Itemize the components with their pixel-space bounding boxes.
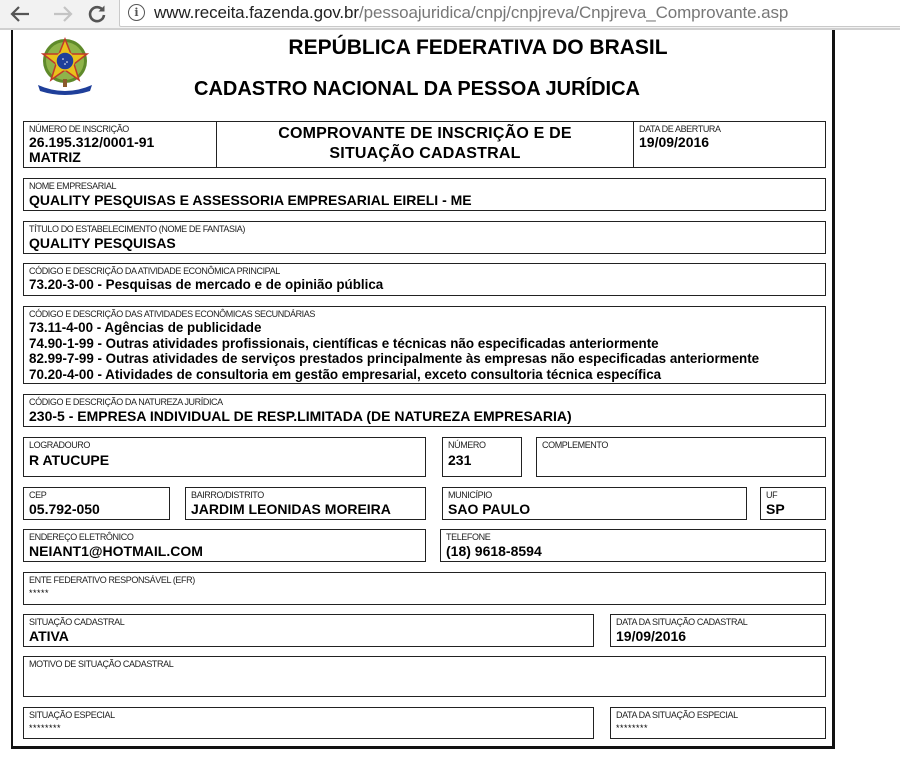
- field-label: NÚMERO: [448, 440, 486, 450]
- field-label: LOGRADOURO: [29, 440, 91, 450]
- field-data-abertura: [633, 121, 826, 168]
- reload-icon: [87, 4, 107, 24]
- data-abertura-value: 19/09/2016: [639, 134, 710, 150]
- field-label: DATA DE ABERTURA: [639, 124, 721, 134]
- field-label: NOME EMPRESARIAL: [29, 181, 117, 191]
- field-label: UF: [766, 490, 778, 500]
- field-label: NÚMERO DE INSCRIÇÃO: [29, 124, 129, 134]
- url-path: /pessoajuridica/cnpj/cnpjreva/Cnpjreva_Comprovante.asp: [358, 2, 789, 22]
- field-numero-inscricao: [23, 121, 217, 168]
- field-data-situacao-cadastral: [610, 614, 826, 647]
- field-label: ENDEREÇO ELETRÔNICO: [29, 532, 134, 542]
- list-item: 82.99-7-99 - Outras atividades de serviços prestados principalmente às empresas não especificadas anteriormente: [29, 351, 760, 366]
- data-situacao-especial-value: ********: [616, 723, 649, 733]
- efr-value: *****: [29, 588, 50, 598]
- nome-empresarial-value: QUALITY PESQUISAS E ASSESSORIA EMPRESARIAL EIRELI - ME: [29, 192, 472, 208]
- arrow-right-icon: [53, 5, 73, 23]
- nome-fantasia-value: QUALITY PESQUISAS: [29, 235, 176, 251]
- field-efr: [23, 572, 826, 605]
- page-title: [0, 36, 900, 60]
- comprovante-title-line1: COMPROVANTE DE INSCRIÇÃO E DE: [278, 125, 572, 142]
- cnpj-value: 26.195.312/0001-91: [29, 134, 155, 150]
- field-label: COMPLEMENTO: [542, 440, 608, 450]
- field-label: ENTE FEDERATIVO RESPONSÁVEL (EFR): [29, 575, 195, 585]
- field-nome-fantasia: [23, 221, 826, 254]
- list-item: 73.11-4-00 - Agências de publicidade: [29, 320, 262, 335]
- bairro-value: JARDIM LEONIDAS MOREIRA: [191, 501, 391, 517]
- email-value: NEIANT1@HOTMAIL.COM: [29, 543, 203, 559]
- field-atividades-secundarias: [23, 306, 826, 384]
- comprovante-title: [217, 124, 633, 164]
- back-button[interactable]: [8, 0, 32, 28]
- situacao-especial-value: ********: [29, 723, 62, 733]
- comprovante-title-box: [216, 121, 634, 168]
- field-label: MOTIVO DE SITUAÇÃO CADASTRAL: [29, 659, 174, 669]
- field-label: CEP: [29, 490, 47, 500]
- title-text: REPÚBLICA FEDERATIVA DO BRASIL: [288, 36, 668, 59]
- field-natureza-juridica: [23, 394, 826, 427]
- address-bar[interactable]: [119, 0, 900, 27]
- telefone-value: (18) 9618-8594: [446, 543, 542, 559]
- field-label: SITUAÇÃO ESPECIAL: [29, 710, 115, 720]
- municipio-value: SAO PAULO: [448, 501, 531, 517]
- natureza-juridica-value: 230-5 - EMPRESA INDIVIDUAL DE RESP.LIMITADA (DE NATUREZA EMPRESARIA): [29, 408, 572, 424]
- uf-value: SP: [766, 501, 785, 517]
- field-numero: [442, 437, 522, 477]
- data-situacao-cadastral-value: 19/09/2016: [616, 628, 687, 644]
- field-situacao-especial: [23, 707, 594, 739]
- field-situacao-cadastral: [23, 614, 594, 647]
- arrow-left-icon: [10, 5, 30, 23]
- numero-value: 231: [448, 452, 472, 468]
- field-label: DATA DA SITUAÇÃO CADASTRAL: [616, 617, 748, 627]
- field-cep: [23, 487, 170, 520]
- field-label: TELEFONE: [446, 532, 491, 542]
- field-label: CÓDIGO E DESCRIÇÃO DA NATUREZA JURÍDICA: [29, 397, 223, 407]
- field-label: MUNICÍPIO: [448, 490, 492, 500]
- situacao-cadastral-value: ATIVA: [29, 628, 69, 644]
- field-label: CÓDIGO E DESCRIÇÃO DAS ATIVIDADES ECONÔMICAS SECUNDÁRIAS: [29, 309, 315, 319]
- field-bairro: [185, 487, 426, 520]
- browser-toolbar: [0, 0, 900, 30]
- logradouro-value: R ATUCUPE: [29, 452, 110, 468]
- field-data-situacao-especial: [610, 707, 826, 739]
- field-nome-empresarial: [23, 178, 826, 211]
- field-logradouro: [23, 437, 426, 477]
- field-atividade-principal: [23, 263, 826, 296]
- atividade-principal-value: 73.20-3-00 - Pesquisas de mercado e de opinião pública: [29, 277, 384, 292]
- field-complemento: [536, 437, 826, 477]
- forward-button[interactable]: [51, 0, 75, 28]
- field-municipio: [442, 487, 747, 520]
- field-uf: [760, 487, 826, 520]
- reload-button[interactable]: [85, 0, 109, 28]
- field-label: CÓDIGO E DESCRIÇÃO DA ATIVIDADE ECONÔMICA PRINCIPAL: [29, 266, 280, 276]
- atividades-secundarias-list: [29, 320, 759, 382]
- field-telefone: [440, 529, 826, 562]
- field-label: SITUAÇÃO CADASTRAL: [29, 617, 125, 627]
- list-item: 70.20-4-00 - Atividades de consultoria em gestão empresarial, exceto consultoria técnica específica: [29, 366, 662, 382]
- list-item: 74.90-1-99 - Outras atividades profissionais, científicas e técnicas não especificadas anteriormente: [29, 335, 659, 351]
- page-subtitle: CADASTRO NACIONAL DA PESSOA JURÍDICA: [194, 78, 640, 100]
- cep-value: 05.792-050: [29, 501, 100, 517]
- field-label: DATA DA SITUAÇÃO ESPECIAL: [616, 710, 738, 720]
- url-text[interactable]: [154, 3, 788, 23]
- field-label: TÍTULO DO ESTABELECIMENTO (NOME DE FANTASIA): [29, 224, 245, 234]
- field-label: BAIRRO/DISTRITO: [191, 490, 264, 500]
- comprovante-title-line2: SITUAÇÃO CADASTRAL: [329, 145, 521, 162]
- estabelecimento-tipo: MATRIZ: [29, 149, 81, 165]
- url-host: www.receita.fazenda.gov.br: [154, 2, 359, 22]
- info-icon[interactable]: i: [128, 4, 145, 21]
- field-email: [23, 529, 426, 562]
- field-motivo-situacao: [23, 656, 826, 697]
